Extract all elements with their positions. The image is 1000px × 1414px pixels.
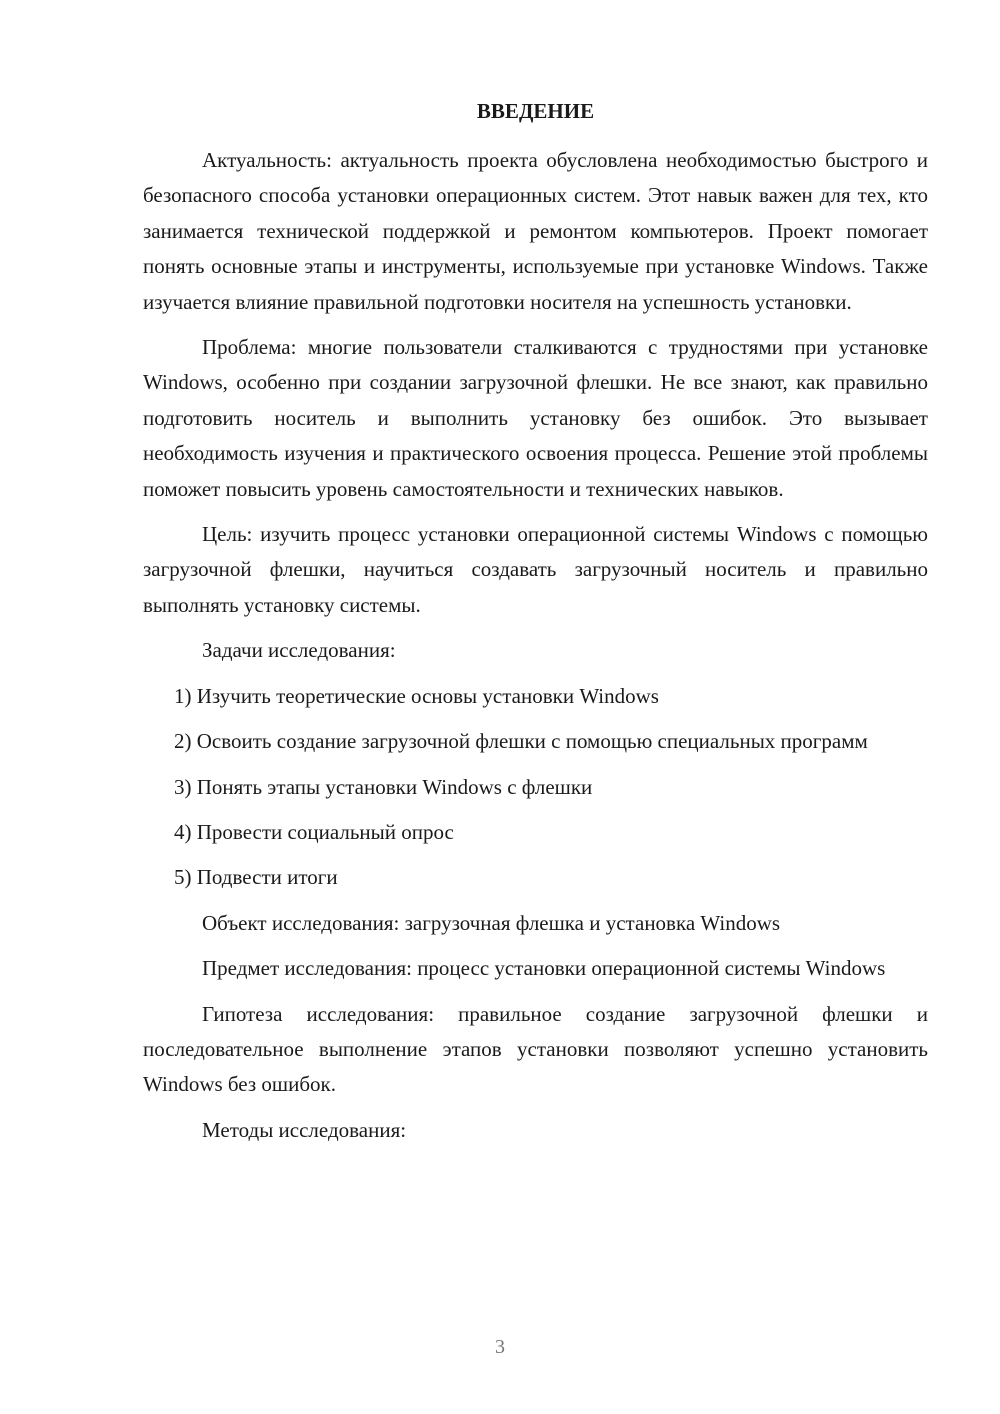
task-item: 2) Освоить создание загрузочной флешки с помощью специальных программ	[174, 729, 868, 754]
subject-paragraph: Предмет исследования: процесс установки операционной системы Windows	[202, 956, 886, 981]
task-item: 4) Провести социальный опрос	[174, 819, 454, 844]
task-item: 3) Понять этапы установки Windows с флешки	[174, 774, 593, 799]
document-body	[143, 143, 928, 1158]
methods-heading: Методы исследования:	[202, 1117, 407, 1142]
relevance-paragraph: Актуальность: актуальность проекта обусловлена необходимостью быстрого и безопасного способа установки операционных систем. Этот навык важен для тех, кто занимается технической поддержкой и ремонтом компьютеров. Проект помогает понять основные этапы и инструменты, используемые при установке Windows. Также изучается влияние правильной подготовки носителя на успешность установки.	[143, 148, 928, 314]
task-item: 1) Изучить теоретические основы установки Windows	[174, 683, 659, 708]
page-title: ВВЕДЕНИЕ	[476, 99, 595, 123]
object-paragraph: Объект исследования: загрузочная флешка и установка Windows	[202, 910, 781, 935]
problem-paragraph: Проблема: многие пользователи сталкиваются с трудностями при установке Windows, особенно при создании загрузочной флешки. Не все знают, как правильно подготовить носитель и выполнить установку без ошибок. Это вызывает необходимость изучения и практического освоения процесса. Решение этой проблемы поможет повысить уровень самостоятельности и технических навыков.	[143, 335, 928, 501]
hypothesis-paragraph: Гипотеза исследования: правильное создание загрузочной флешки и последовательное выполнение этапов установки позволяют успешно установить Windows без ошибок.	[143, 1001, 928, 1097]
task-item: 5) Подвести итоги	[174, 865, 338, 890]
goal-paragraph: Цель: изучить процесс установки операционной системы Windows с помощью загрузочной флешки, научиться создавать загрузочный носитель и правильно выполнять установку системы.	[143, 522, 928, 617]
page-number: 3	[495, 1336, 505, 1358]
tasks-heading: Задачи исследования:	[202, 638, 396, 663]
